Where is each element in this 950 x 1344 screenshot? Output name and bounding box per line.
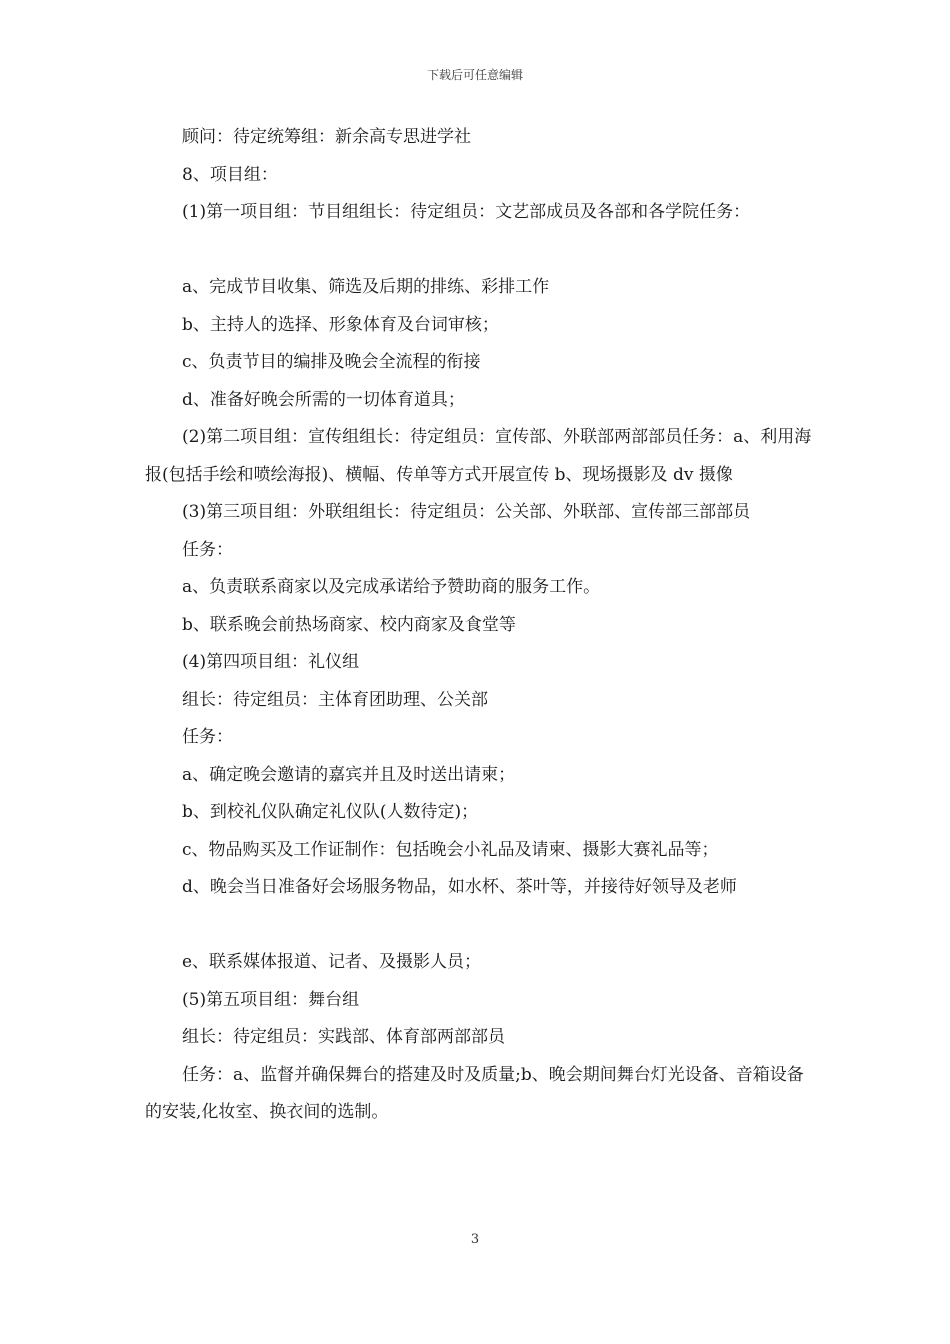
paragraph-group-5-tasks: 任务：a、监督并确保舞台的搭建及时及质量;b、晚会期间舞台灯光设备、音箱设备的安装,化妆室、换衣间的选制。 bbox=[145, 1064, 804, 1122]
list-item: b、联系晚会前热场商家、校内商家及食堂等 bbox=[182, 614, 516, 635]
list-item: b、主持人的选择、形象体育及台词审核； bbox=[182, 314, 499, 335]
list-item: c、负责节目的编排及晚会全流程的衔接 bbox=[182, 352, 481, 372]
list-item: a、确定晚会邀请的嘉宾并且及时送出请柬； bbox=[182, 764, 516, 785]
list-item: d、晚会当日准备好会场服务物品，如水杯、茶叶等，并接待好领导及老师 bbox=[182, 877, 737, 897]
paragraph-tasks-label: 任务： bbox=[182, 727, 233, 747]
blank-line bbox=[145, 907, 817, 945]
list-item: c、物品购买及工作证制作：包括晚会小礼品及请柬、摄影大赛礼品等； bbox=[182, 839, 719, 860]
paragraph-group-3: (3)第三项目组：外联组组长：待定组员：公关部、外联部、宣传部三部部员 bbox=[182, 502, 751, 522]
blank-line bbox=[145, 232, 817, 270]
page-number: 3 bbox=[470, 1232, 480, 1247]
list-item: b、到校礼仪队确定礼仪队(人数待定)； bbox=[182, 802, 479, 822]
list-item: a、负责联系商家以及完成承诺给予赞助商的服务工作。 bbox=[182, 577, 601, 597]
paragraph-group-5: (5)第五项目组：舞台组 bbox=[182, 989, 360, 1010]
paragraph-group-4-leader: 组长：待定组员：主体育团助理、公关部 bbox=[182, 689, 488, 710]
paragraph-group-5-leader: 组长：待定组员：实践部、体育部两部部员 bbox=[182, 1027, 505, 1047]
list-item: d、准备好晚会所需的一切体育道具； bbox=[182, 389, 465, 410]
list-item: a、完成节目收集、筛选及后期的排练、彩排工作 bbox=[182, 277, 550, 297]
page-header: 下载后可任意编辑 bbox=[426, 68, 523, 82]
list-item: e、联系媒体报道、记者、及摄影人员； bbox=[182, 952, 482, 972]
paragraph-group-4: (4)第四项目组：礼仪组 bbox=[182, 652, 360, 672]
paragraph-advisor: 顾问：待定统筹组：新余高专思进学社 bbox=[182, 127, 471, 147]
paragraph-project-groups: 8、项目组： bbox=[182, 164, 278, 185]
paragraph-group-2: (2)第二项目组：宣传组组长：待定组员：宣传部、外联部两部部员任务：a、利用海报(包括手绘和喷绘海报)、横幅、传单等方式开展宣传 b、现场摄影及 dv 摄像 bbox=[145, 427, 812, 485]
paragraph-tasks-label: 任务： bbox=[182, 539, 233, 560]
paragraph-group-1: (1)第一项目组：节目组组长：待定组员：文艺部成员及各部和各学院任务： bbox=[182, 202, 751, 222]
document-body bbox=[145, 119, 817, 1132]
